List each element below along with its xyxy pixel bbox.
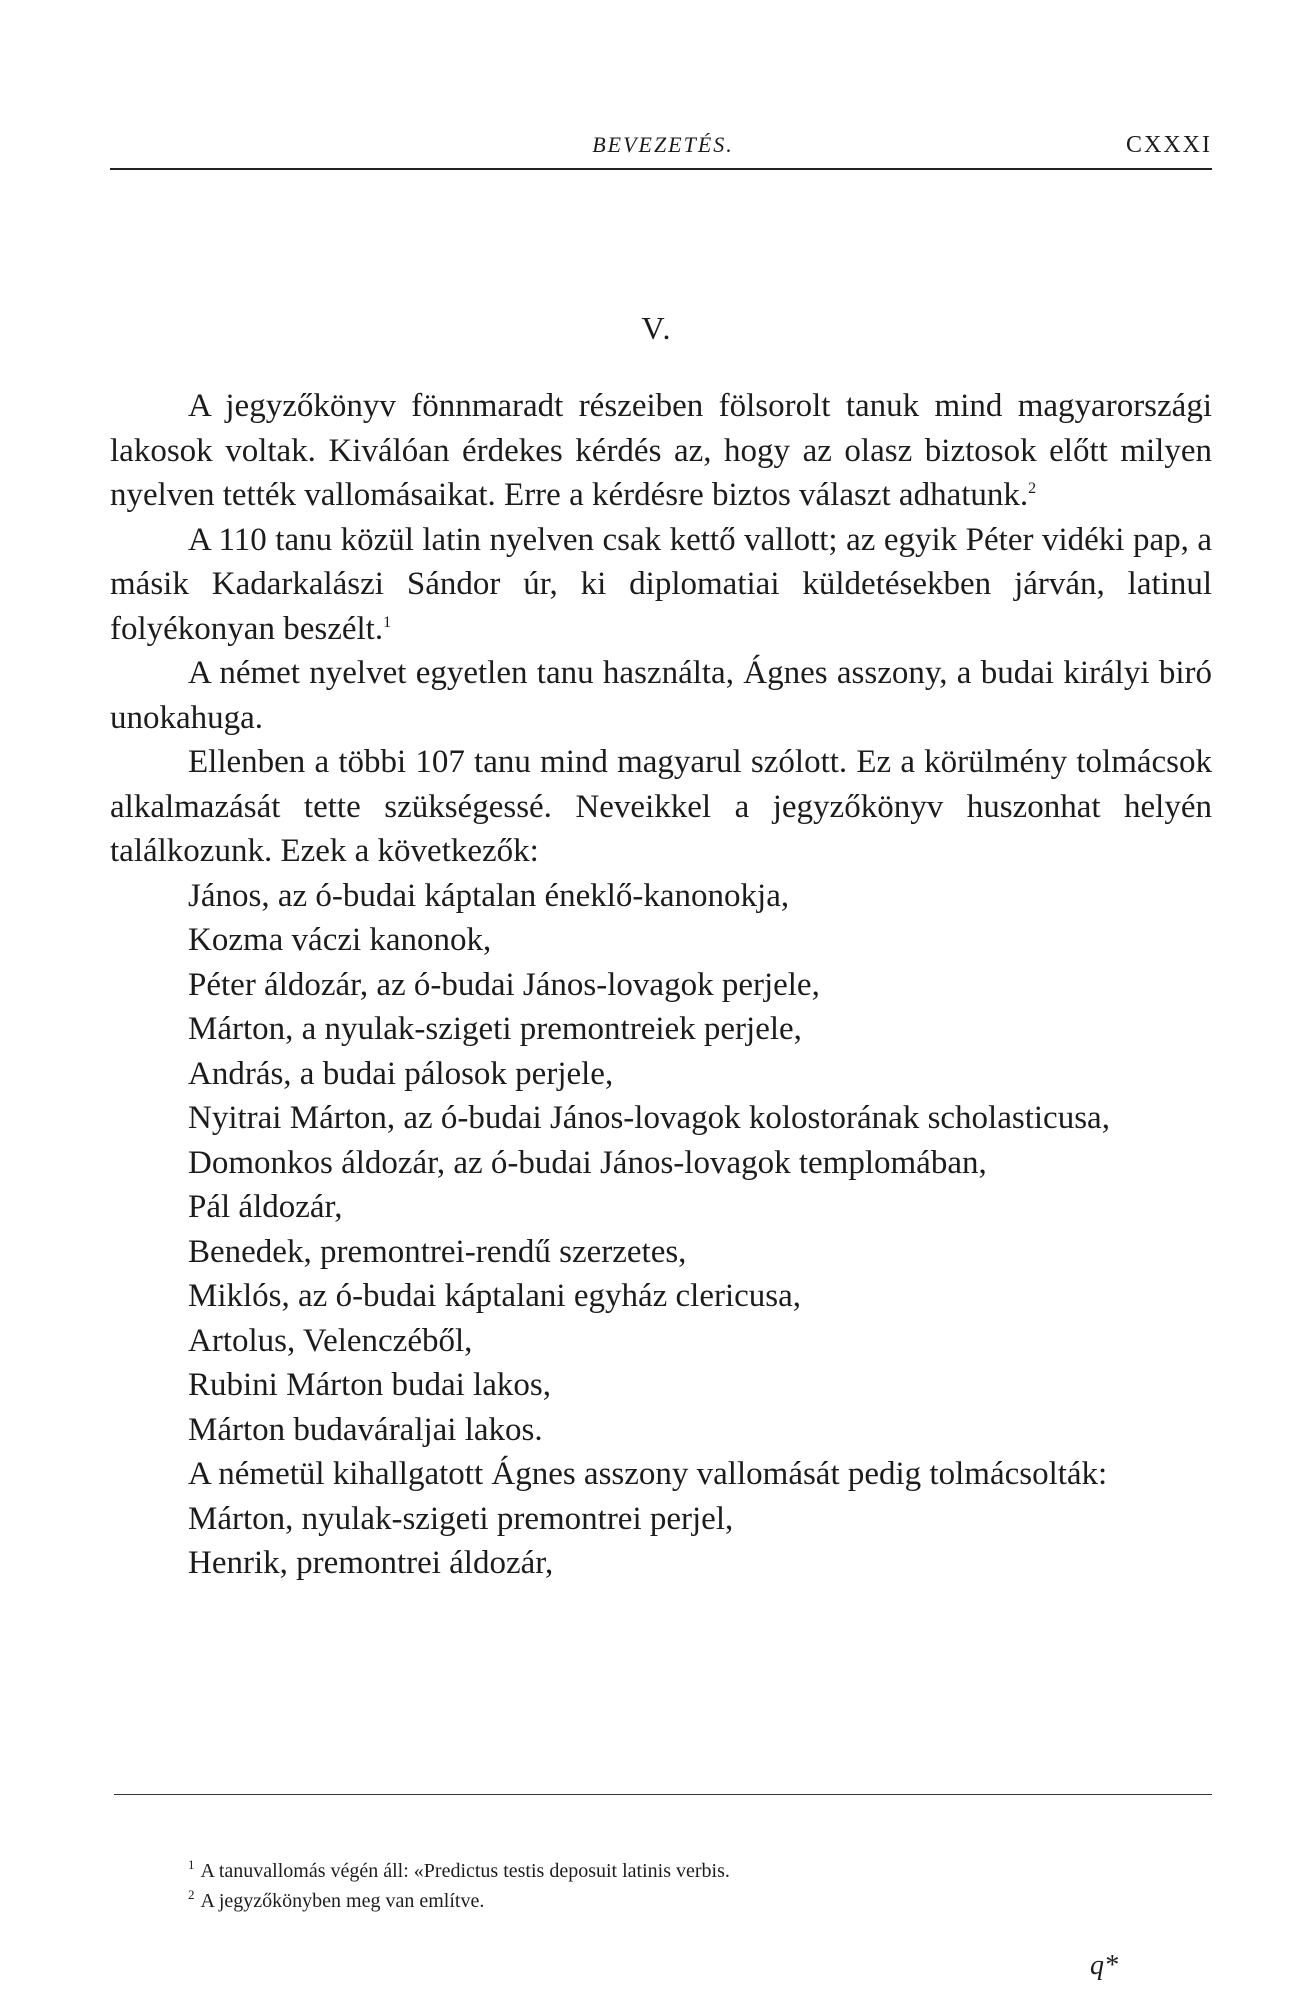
list-item: Márton budaváraljai lakos. xyxy=(188,1411,543,1448)
section-number: V. xyxy=(641,310,673,346)
footnote-mark: 2 xyxy=(188,1887,195,1903)
footnote: $^1$ A tanuvallomás végén áll: «Predictus testis deposuit latinis verbis. xyxy=(188,1857,730,1882)
list-item: Pál áldozár, xyxy=(188,1189,343,1225)
closing-paragraph: A németül kihallgatott Ágnes asszony vallomását pedig tolmácsolták: xyxy=(188,1456,1108,1492)
list-item: András, a budai pálosok perjele, xyxy=(188,1055,614,1092)
list-item: János, az ó-budai káptalan éneklő-kanonokja, xyxy=(188,877,790,914)
list-item: Domonkos áldozár, az ó-budai János-lovagok templomában, xyxy=(188,1144,987,1181)
footnote-ref: 2 xyxy=(1028,480,1037,497)
list-item: Miklós, az ó-budai káptalani egyház clericusa, xyxy=(188,1278,802,1314)
list-item: Márton, a nyulak-szigeti premontreiek perjele, xyxy=(188,1011,802,1047)
list-item: Kozma váczi kanonok, xyxy=(188,922,492,958)
list-item: Rubini Márton budai lakos, xyxy=(188,1367,551,1403)
footnotes xyxy=(188,1856,1188,1916)
page-number: CXXXI xyxy=(1126,132,1212,158)
paragraph: Ellenben a többi 107 tanu mind magyarul szólott. Ez a körülmény tolmácsok alkalmazását tette szükségessé. Neveikkel a jegyzőkönyv huszonhat helyén találkozunk. Ezek a következők: xyxy=(110,744,1212,869)
agnes-interpreters-list xyxy=(110,1497,1212,1586)
list-item: Péter áldozár, az ó-budai János-lovagok perjele, xyxy=(188,966,820,1003)
paragraph: A német nyelvet egyetlen tanu használta, Ágnes asszony, a budai királyi biró unokahuga. xyxy=(110,655,1212,736)
running-title: BEVEZETÉS. xyxy=(592,132,734,157)
signature-mark: q* xyxy=(1090,1950,1118,1981)
interpreters-list xyxy=(110,874,1212,1453)
list-item: Nyitrai Márton, az ó-budai János-lovagok kolostorának scholasticusa, xyxy=(188,1100,1110,1136)
paragraph: A jegyzőkönyv fönnmaradt részeiben fölsorolt tanuk mind magyarországi lakosok voltak. Kiválóan érdekes kérdés az, hogy az olasz biztosok előtt milyen nyelven tették vallomásaikat. Erre a kérdésre biztos választ adhatunk.$^2$ xyxy=(110,388,1212,513)
list-item: Benedek, premontrei-rendű szerzetes, xyxy=(188,1233,687,1270)
list-item: Artolus, Velenczéből, xyxy=(188,1322,473,1359)
list-item: Henrik, premontrei áldozár, xyxy=(188,1545,554,1581)
paragraph: A 110 tanu közül latin nyelven csak kettő vallott; az egyik Péter vidéki pap, a másik Kadarkalászi Sándor úr, ki diplomatiai küldetésekben járván, latinul folyékonyan beszélt.$^1$ xyxy=(110,521,1212,647)
list-item: Márton, nyulak-szigeti premontrei perjel, xyxy=(188,1500,734,1537)
footnote-mark: 1 xyxy=(188,1857,195,1873)
body-text xyxy=(110,384,1212,1586)
running-head xyxy=(114,132,1212,166)
footnote: $^2$ A jegyzőkönyben meg van említve. xyxy=(188,1887,485,1912)
header-rule xyxy=(110,168,1212,170)
footnote-ref: 1 xyxy=(383,613,392,631)
footnote-rule xyxy=(114,1794,1212,1795)
